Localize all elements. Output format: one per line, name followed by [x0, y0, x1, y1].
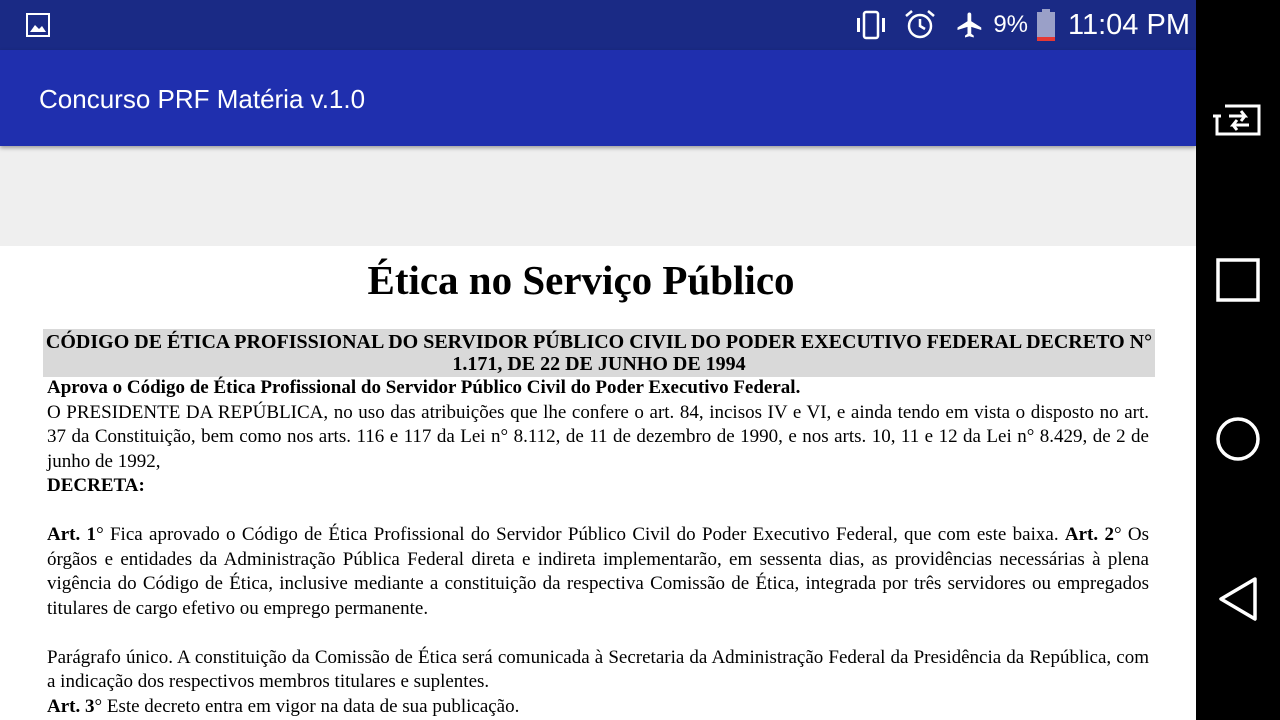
navigation-bar	[1196, 0, 1280, 720]
article-3-paragraph	[47, 695, 1149, 720]
art1-text: ° Fica aprovado o Código de Ética Profissional do Servidor Público Civil do Poder Executivo Federal, que com este baixa.	[96, 524, 1065, 545]
article-1-2-paragraph	[47, 523, 1149, 621]
document-title: Ética no Serviço Público	[367, 257, 795, 303]
vibrate-icon	[853, 0, 889, 50]
decreta-label: DECRETA:	[47, 475, 145, 496]
art2-label: Art. 2	[1064, 524, 1114, 545]
screen-rotate-icon[interactable]	[1196, 85, 1280, 155]
recents-icon[interactable]	[1196, 245, 1280, 315]
art1-label: Art. 1	[47, 524, 97, 545]
home-icon[interactable]	[1196, 404, 1280, 474]
preamble-text: O PRESIDENTE DA REPÚBLICA, no uso das atribuições que lhe confere o art. 84, incisos IV e VI, e ainda tendo em vista o disposto no art. 37 da Constituição, bem como nos arts. 116 e 117 da Lei n° 8.112, de 11 de dezembro de 1990, e nos arts. 10, 11 e 12 da Lei n° 8.429, de 2 de junho de 1992,	[47, 401, 1149, 472]
status-bar	[0, 0, 1196, 50]
airplane-icon	[955, 0, 985, 50]
document-subtitle: Aprova o Código de Ética Profissional do Servidor Público Civil do Poder Executivo Federal.	[47, 377, 801, 398]
art3-label: Art. 3	[47, 695, 95, 717]
art2-text: ° Os órgãos e entidades da Administração Pública Federal direta e indireta implementarão, em sessenta dias, as providências necessárias à plena vigência do Código de Ética, inclusive mediante a constituição da respectiva Comissão de Ética, integrada por três servidores ou empregados titulares de cargo efetivo ou emprego permanente.	[47, 524, 1150, 619]
content-header-band	[0, 146, 1196, 246]
app-bar	[0, 50, 1196, 146]
clock: 11:04 PM	[1068, 8, 1190, 41]
battery-icon	[1036, 0, 1056, 50]
art3-text: ° Este decreto entra em vigor na data de sua publicação.	[94, 695, 520, 717]
paragrafo-unico: Parágrafo único. A constituição da Comissão de Ética será comunicada à Secretaria da Administração Federal da Presidência da República, com a indicação dos respectivos membros titulares e suplentes.	[47, 646, 1149, 692]
app-title: Concurso PRF Matéria v.1.0	[39, 84, 366, 114]
image-icon	[26, 13, 50, 37]
back-icon[interactable]	[1196, 564, 1280, 634]
document-body	[47, 376, 1149, 719]
status-icons	[853, 0, 1190, 50]
alarm-icon	[903, 0, 937, 50]
battery-percent: 9%	[993, 11, 1029, 38]
document-heading: CÓDIGO DE ÉTICA PROFISSIONAL DO SERVIDOR PÚBLICO CIVIL DO PODER EXECUTIVO FEDERAL DECRETO N° 1.171, DE 22 DE JUNHO DE 1994	[45, 331, 1153, 375]
document-view[interactable]	[0, 246, 1196, 720]
